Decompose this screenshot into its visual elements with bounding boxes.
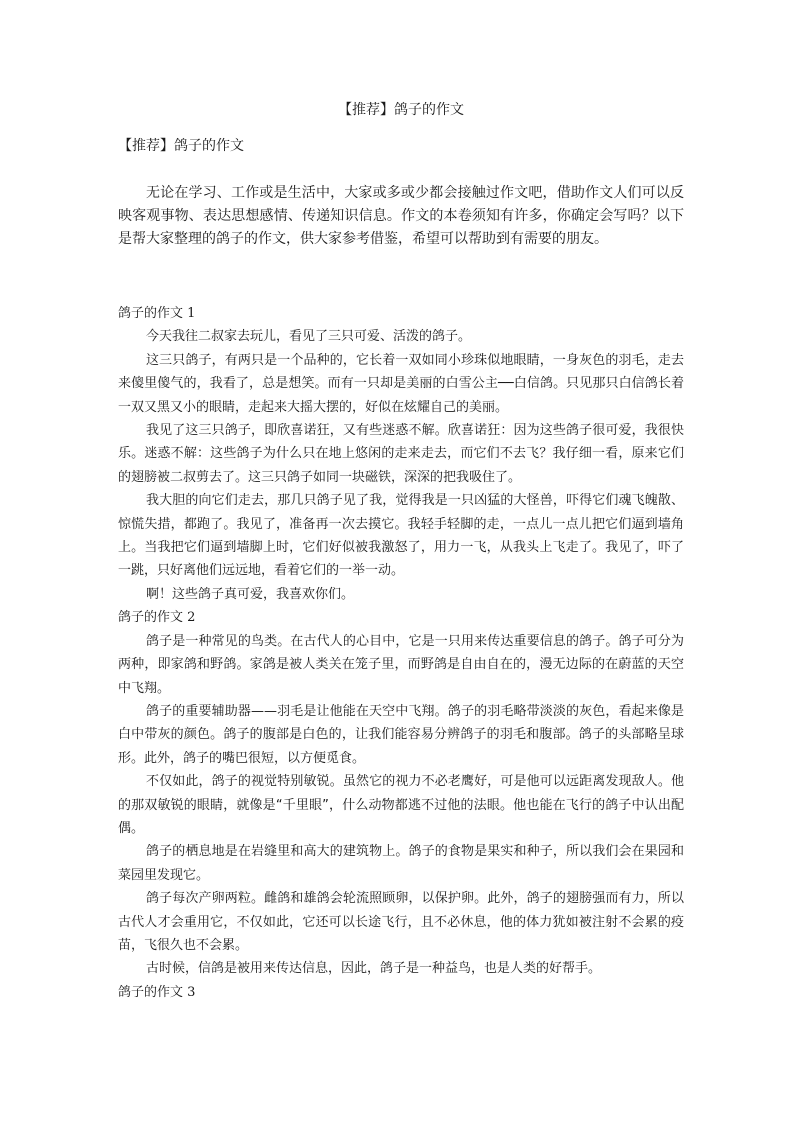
essay-heading: 鸽子的作文 1 bbox=[118, 306, 196, 321]
essay-heading: 鸽子的作文 2 bbox=[118, 610, 196, 626]
essay-paragraph: 今天我往二叔家去玩儿，看见了三只可爱、活泼的鸽子。 bbox=[146, 329, 472, 345]
essay-body bbox=[118, 302, 684, 1004]
essay-paragraph: 不仅如此，鸽子的视觉特别敏锐。虽然它的视力不必老鹰好，可是他可以远距离发现敌人。他的那双敏锐的眼睛，就像是“千里眼”，什么动物都逃不过他的法眼。他也能在飞行的鸽子中认出配偶。 bbox=[118, 774, 684, 836]
document-title: 【推荐】鸽子的作文 bbox=[338, 102, 464, 118]
essay-paragraph: 这三只鸽子，有两只是一个品种的，它长着一双如同小珍珠似地眼睛，一身灰色的羽毛，走去来傻里傻气的，我看了，总是想笑。而有一只却是美丽的白雪公主──白信鸽。只见那只白信鸽长着一双又黑又小的眼睛，走起来大摇大摆的，好似在炫耀自己的美丽。 bbox=[118, 352, 684, 415]
essay-paragraph: 啊！这些鸽子真可爱，我喜欢你们。 bbox=[146, 586, 355, 602]
document-subtitle: 【推荐】鸽子的作文 bbox=[118, 138, 244, 154]
essay-paragraph: 鸽子每次产卵两粒。雌鸽和雄鸽会轮流照顾卵，以保护卵。此外，鸽子的翅膀强而有力，所以古代人才会重用它，不仅如此，它还可以长途飞行，且不必休息，他的体力犹如被注射不会累的疫苗，飞很久也不会累。 bbox=[118, 891, 684, 953]
essay-heading: 鸽子的作文 3 bbox=[118, 984, 196, 1000]
essay-paragraph: 我大胆的向它们走去，那几只鸽子见了我，觉得我是一只凶猛的大怪兽，吓得它们魂飞魄散、惊慌失措，都跑了。我见了，准备再一次去摸它。我轻手轻脚的走，一点儿一点儿把它们逼到墙角上。当我把它们逼到墙脚上时，它们好似被我激怒了，用力一飞，从我头上飞走了。我见了，吓了一跳，只好离他们远远地，看着它们的一举一动。 bbox=[118, 493, 684, 579]
essay-paragraph: 鸽子的栖息地是在岩缝里和高大的建筑物上。鸽子的食物是果实和种子，所以我们会在果园和菜园里发现它。 bbox=[118, 844, 684, 883]
essay-paragraph: 鸽子的重要辅助器——羽毛是让他能在天空中飞翔。鸽子的羽毛略带淡淡的灰色，看起来像是白中带灰的颜色。鸽子的腹部是白色的，让我们能容易分辨鸽子的羽毛和腹部。鸽子的头部略呈球形。此外，鸽子的嘴巴很短，以方便觅食。 bbox=[118, 703, 684, 766]
essay-paragraph: 我见了这三只鸽子，即欣喜诺狂，又有些迷惑不解。欣喜诺狂：因为这些鸽子很可爱，我很快乐。迷惑不解：这些鸽子为什么只在地上悠闲的走来走去，而它们不去飞？我仔细一看，原来它们的翅膀被二叔剪去了。这三只鸽子如同一块磁铁，深深的把我吸住了。 bbox=[118, 423, 684, 485]
essay-paragraph: 古时候，信鸽是被用来传达信息，因此，鸽子是一种益鸟，也是人类的好帮手。 bbox=[146, 961, 602, 977]
essay-paragraph: 鸽子是一种常见的鸟类。在古代人的心目中，它是一只用来传达重要信息的鸽子。鸽子可分为两种，即家鸽和野鸽。家鸽是被人类关在笼子里，而野鸽是自由自在的，漫无边际的在蔚蓝的天空中飞翔。 bbox=[118, 633, 684, 696]
intro-paragraph: 无论在学习、工作或是生活中，大家或多或少都会接触过作文吧，借助作文人们可以反映客观事物、表达思想感情、传递知识信息。作文的本卷须知有许多，你确定会写吗？以下是帮大家整理的鸽子的作文，供大家参考借鉴，希望可以帮助到有需要的朋友。 bbox=[118, 185, 684, 247]
